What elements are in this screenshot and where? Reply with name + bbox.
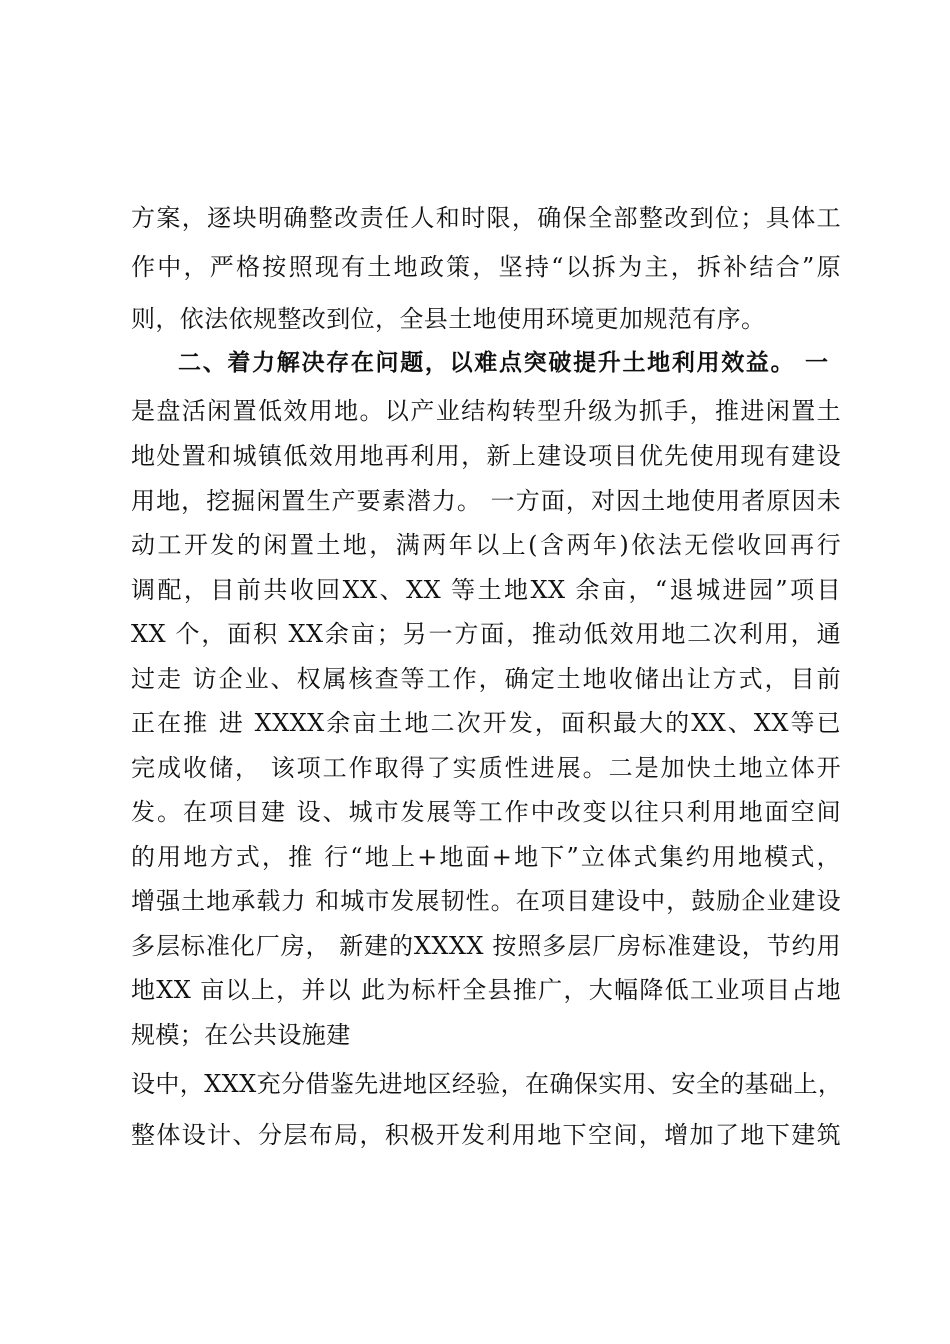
paragraph-line: 设中，XXX充分借鉴先进地区经验，在确保实用、安全的基础上， xyxy=(131,1070,843,1098)
paragraph-line: XX 个，面积 XX余亩；另一方面，推动低效用地二次利用，通 xyxy=(131,620,841,648)
paragraph-line: 动工开发的闲置土地，满两年以上(含两年)依法无偿收回再行 xyxy=(131,531,841,559)
paragraph-line: 规模；在公共设施建 xyxy=(131,1021,351,1049)
section-heading: 二、着力解决存在问题，以难点突破提升土地利用效益。 一 xyxy=(178,350,828,376)
paragraph-line: 则，依法依规整改到位，全县土地使用环境更加规范有序。 xyxy=(131,305,766,333)
paragraph-line: 地处置和城镇低效用地再利用，新上建设项目优先使用现有建设 xyxy=(131,442,841,470)
paragraph-line: 作中，严格按照现有土地政策，坚持“以拆为主，拆补结合”原 xyxy=(131,253,841,281)
paragraph-line: 地XX 亩以上，并以 此为标杆全县推广，大幅降低工业项目占地 xyxy=(131,976,841,1004)
paragraph-line: 整体设计、分层布局，积极开发利用地下空间，增加了地下建筑 xyxy=(131,1121,841,1149)
paragraph-line: 是盘活闲置低效用地。以产业结构转型升级为抓手，推进闲置土 xyxy=(131,397,841,425)
paragraph-line: 用地，挖掘闲置生产要素潜力。 一方面，对因土地使用者原因未 xyxy=(131,487,841,515)
paragraph-line: 多层标准化厂房， 新建的XXXX 按照多层厂房标准建设，节约用 xyxy=(131,932,841,960)
paragraph-line: 调配，目前共收回XX、XX 等土地XX 余亩，“退城进园”项目 xyxy=(131,576,841,604)
paragraph-line: 的用地方式，推 行“地上+地面+地下”立体式集约用地模式， xyxy=(131,843,841,871)
paragraph-line: 方案，逐块明确整改责任人和时限，确保全部整改到位；具体工 xyxy=(131,204,841,232)
paragraph-line: 发。在项目建 设、城市发展等工作中改变以往只利用地面空间 xyxy=(131,798,841,826)
paragraph-line: 增强土地承载力 和城市发展韧性。在项目建设中，鼓励企业建设 xyxy=(131,887,841,915)
paragraph-line: 完成收储， 该项工作取得了实质性进展。二是加快土地立体开 xyxy=(131,754,841,782)
paragraph-line: 正在推 进 XXXX余亩土地二次开发，面积最大的XX、XX等已 xyxy=(131,709,841,737)
paragraph-line: 过走 访企业、权属核查等工作，确定土地收储出让方式，目前 xyxy=(131,665,841,693)
